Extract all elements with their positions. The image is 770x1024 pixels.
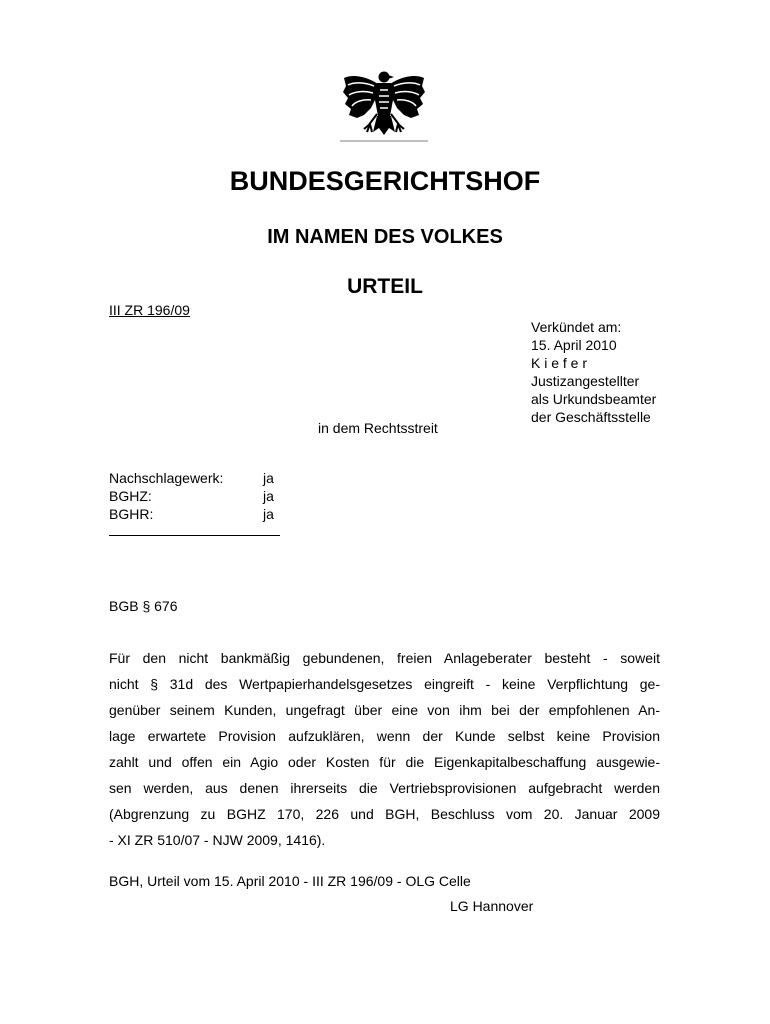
headnote-line: lage erwartete Provision aufzuklären, wenn der Kunde selbst keine Provision <box>109 728 660 744</box>
headnote-line: nicht § 31d des Wertpapierhandelsgesetzes eingreift - keine Verpflichtung ge- <box>109 676 660 692</box>
document-type: URTEIL <box>347 275 423 298</box>
headnote-line: zahlt und offen ein Agio oder Kosten für die Eigenkapitalbeschaffung ausgewie- <box>109 754 660 770</box>
reference-value: ja <box>263 488 274 504</box>
reference-label: BGHR: <box>109 506 154 522</box>
court-name: BUNDESGERICHTSHOF <box>229 166 541 196</box>
headnote-line: genüber seinem Kunden, ungefragt über eine von ihm bei der empfohlenen An- <box>109 702 660 718</box>
clerk-title: Justizangestellter <box>531 373 640 389</box>
reference-label: Nachschlagewerk: <box>109 470 224 486</box>
headnote-line: Für den nicht bankmäßig gebundenen, freien Anlageberater besteht - soweit <box>109 650 660 666</box>
headnote-line: sen werden, aus denen ihrerseits die Vertriebsprovisionen aufgebracht werden <box>109 780 660 796</box>
announcement-block <box>531 318 656 426</box>
decision-citation: BGH, Urteil vom 15. April 2010 - III ZR 196/09 - OLG Celle <box>109 873 471 889</box>
announcement-line: Verkündet am: <box>531 319 622 335</box>
reference-value: ja <box>263 506 274 522</box>
reference-row <box>109 505 274 523</box>
federal-eagle-emblem-icon <box>340 66 428 142</box>
clerk-office: der Geschäftsstelle <box>531 409 651 425</box>
headnote-paragraph <box>109 645 660 853</box>
clerk-name: K i e f e r <box>531 355 588 371</box>
judgment-formula: IM NAMEN DES VOLKES <box>267 226 503 248</box>
lower-court: LG Hannover <box>450 898 534 914</box>
headnote-line: - XI ZR 510/07 - NJW 2009, 1416). <box>109 832 326 848</box>
legal-norm: BGB § 676 <box>109 598 178 614</box>
divider-line <box>109 535 280 536</box>
case-number: III ZR 196/09 <box>109 302 190 318</box>
proceeding-label: in dem Rechtsstreit <box>318 420 438 436</box>
reference-table <box>109 469 274 523</box>
reference-label: BGHZ: <box>109 488 152 504</box>
headnote-line: (Abgrenzung zu BGHZ 170, 226 und BGH, Beschluss vom 20. Januar 2009 <box>109 806 660 822</box>
reference-value: ja <box>263 470 274 486</box>
clerk-role: als Urkundsbeamter <box>531 391 657 407</box>
reference-row <box>109 469 274 487</box>
announcement-date: 15. April 2010 <box>531 337 617 353</box>
reference-row <box>109 487 274 505</box>
